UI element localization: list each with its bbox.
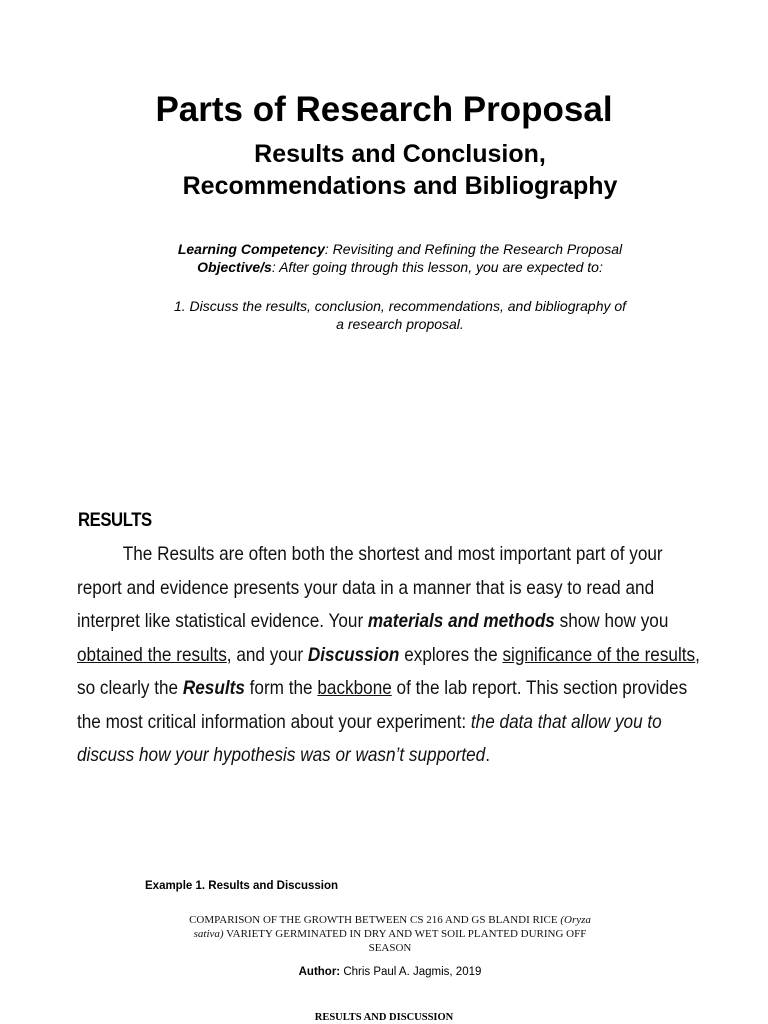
author-name: Chris Paul A. Jagmis, 2019 [340, 966, 482, 978]
example-label: Example 1. Results and Discussion [145, 880, 339, 892]
paragraph-line: report and evidence presents your data in a manner that is easy to read and [77, 576, 655, 599]
discussion-emphasis: Discussion [307, 643, 400, 666]
objectives-text: : After going through this lesson, you are expected to: [271, 259, 603, 275]
objective-item-line-2: a research proposal. [336, 316, 464, 332]
objectives-label: Objective/s [197, 259, 272, 275]
page-title: Parts of Research Proposal [155, 90, 613, 129]
objectives [0, 258, 768, 276]
paper-title-line-3: SEASON [368, 942, 412, 954]
results-and-discussion-heading: RESULTS AND DISCUSSION [314, 1012, 454, 1023]
example-author [140, 965, 640, 979]
significance-underline: significance of the results [502, 643, 696, 666]
objective-item-line-1: 1. Discuss the results, conclusion, recommendations, and bibliography of [173, 298, 627, 314]
learning-competency [0, 240, 768, 258]
paragraph-line: so clearly the Results form the backbone of the lab report. This section provides [77, 677, 688, 699]
page-subtitle [0, 138, 768, 202]
obtained-results-underline: obtained the results [77, 643, 227, 666]
paragraph-line: the most critical information about your experiment: the data that allow you to [77, 710, 662, 733]
lesson-info [0, 240, 768, 276]
paragraph-line: The Results are often both the shortest and most important part of your [122, 543, 663, 565]
paper-title-line-2: sativa) VARIETY GERMINATED IN DRY AND WET SOIL PLANTED DURING OFF [193, 928, 587, 940]
results-heading: RESULTS [78, 510, 152, 531]
materials-methods-emphasis: materials and methods [367, 610, 555, 632]
paragraph-line: discuss how your hypothesis was or wasn’t supported. [77, 744, 491, 766]
example-paper-title [140, 913, 640, 955]
results-emphasis: Results [182, 677, 245, 699]
hypothesis-italic: discuss how your hypothesis was or wasn’t supported [77, 744, 486, 766]
subtitle-line-2: Recommendations and Bibliography [182, 172, 618, 200]
results-paragraph [77, 538, 700, 773]
paper-title-line-1: COMPARISON OF THE GROWTH BETWEEN CS 216 AND GS BLANDI RICE (Oryza [189, 914, 591, 926]
subtitle-line-1: Results and Conclusion, [254, 140, 546, 168]
data-italic: the data that allow you to [470, 710, 662, 733]
paragraph-line: obtained the results, and your Discussion explores the significance of the results, [77, 643, 700, 666]
paragraph-line: interpret like statistical evidence. Your materials and methods show how you [77, 610, 669, 632]
objective-item-1 [0, 297, 768, 333]
learning-competency-text: : Revisiting and Refining the Research Proposal [324, 241, 623, 257]
backbone-underline: backbone [317, 677, 392, 699]
author-label: Author: [298, 966, 341, 978]
learning-competency-label: Learning Competency [177, 241, 325, 257]
